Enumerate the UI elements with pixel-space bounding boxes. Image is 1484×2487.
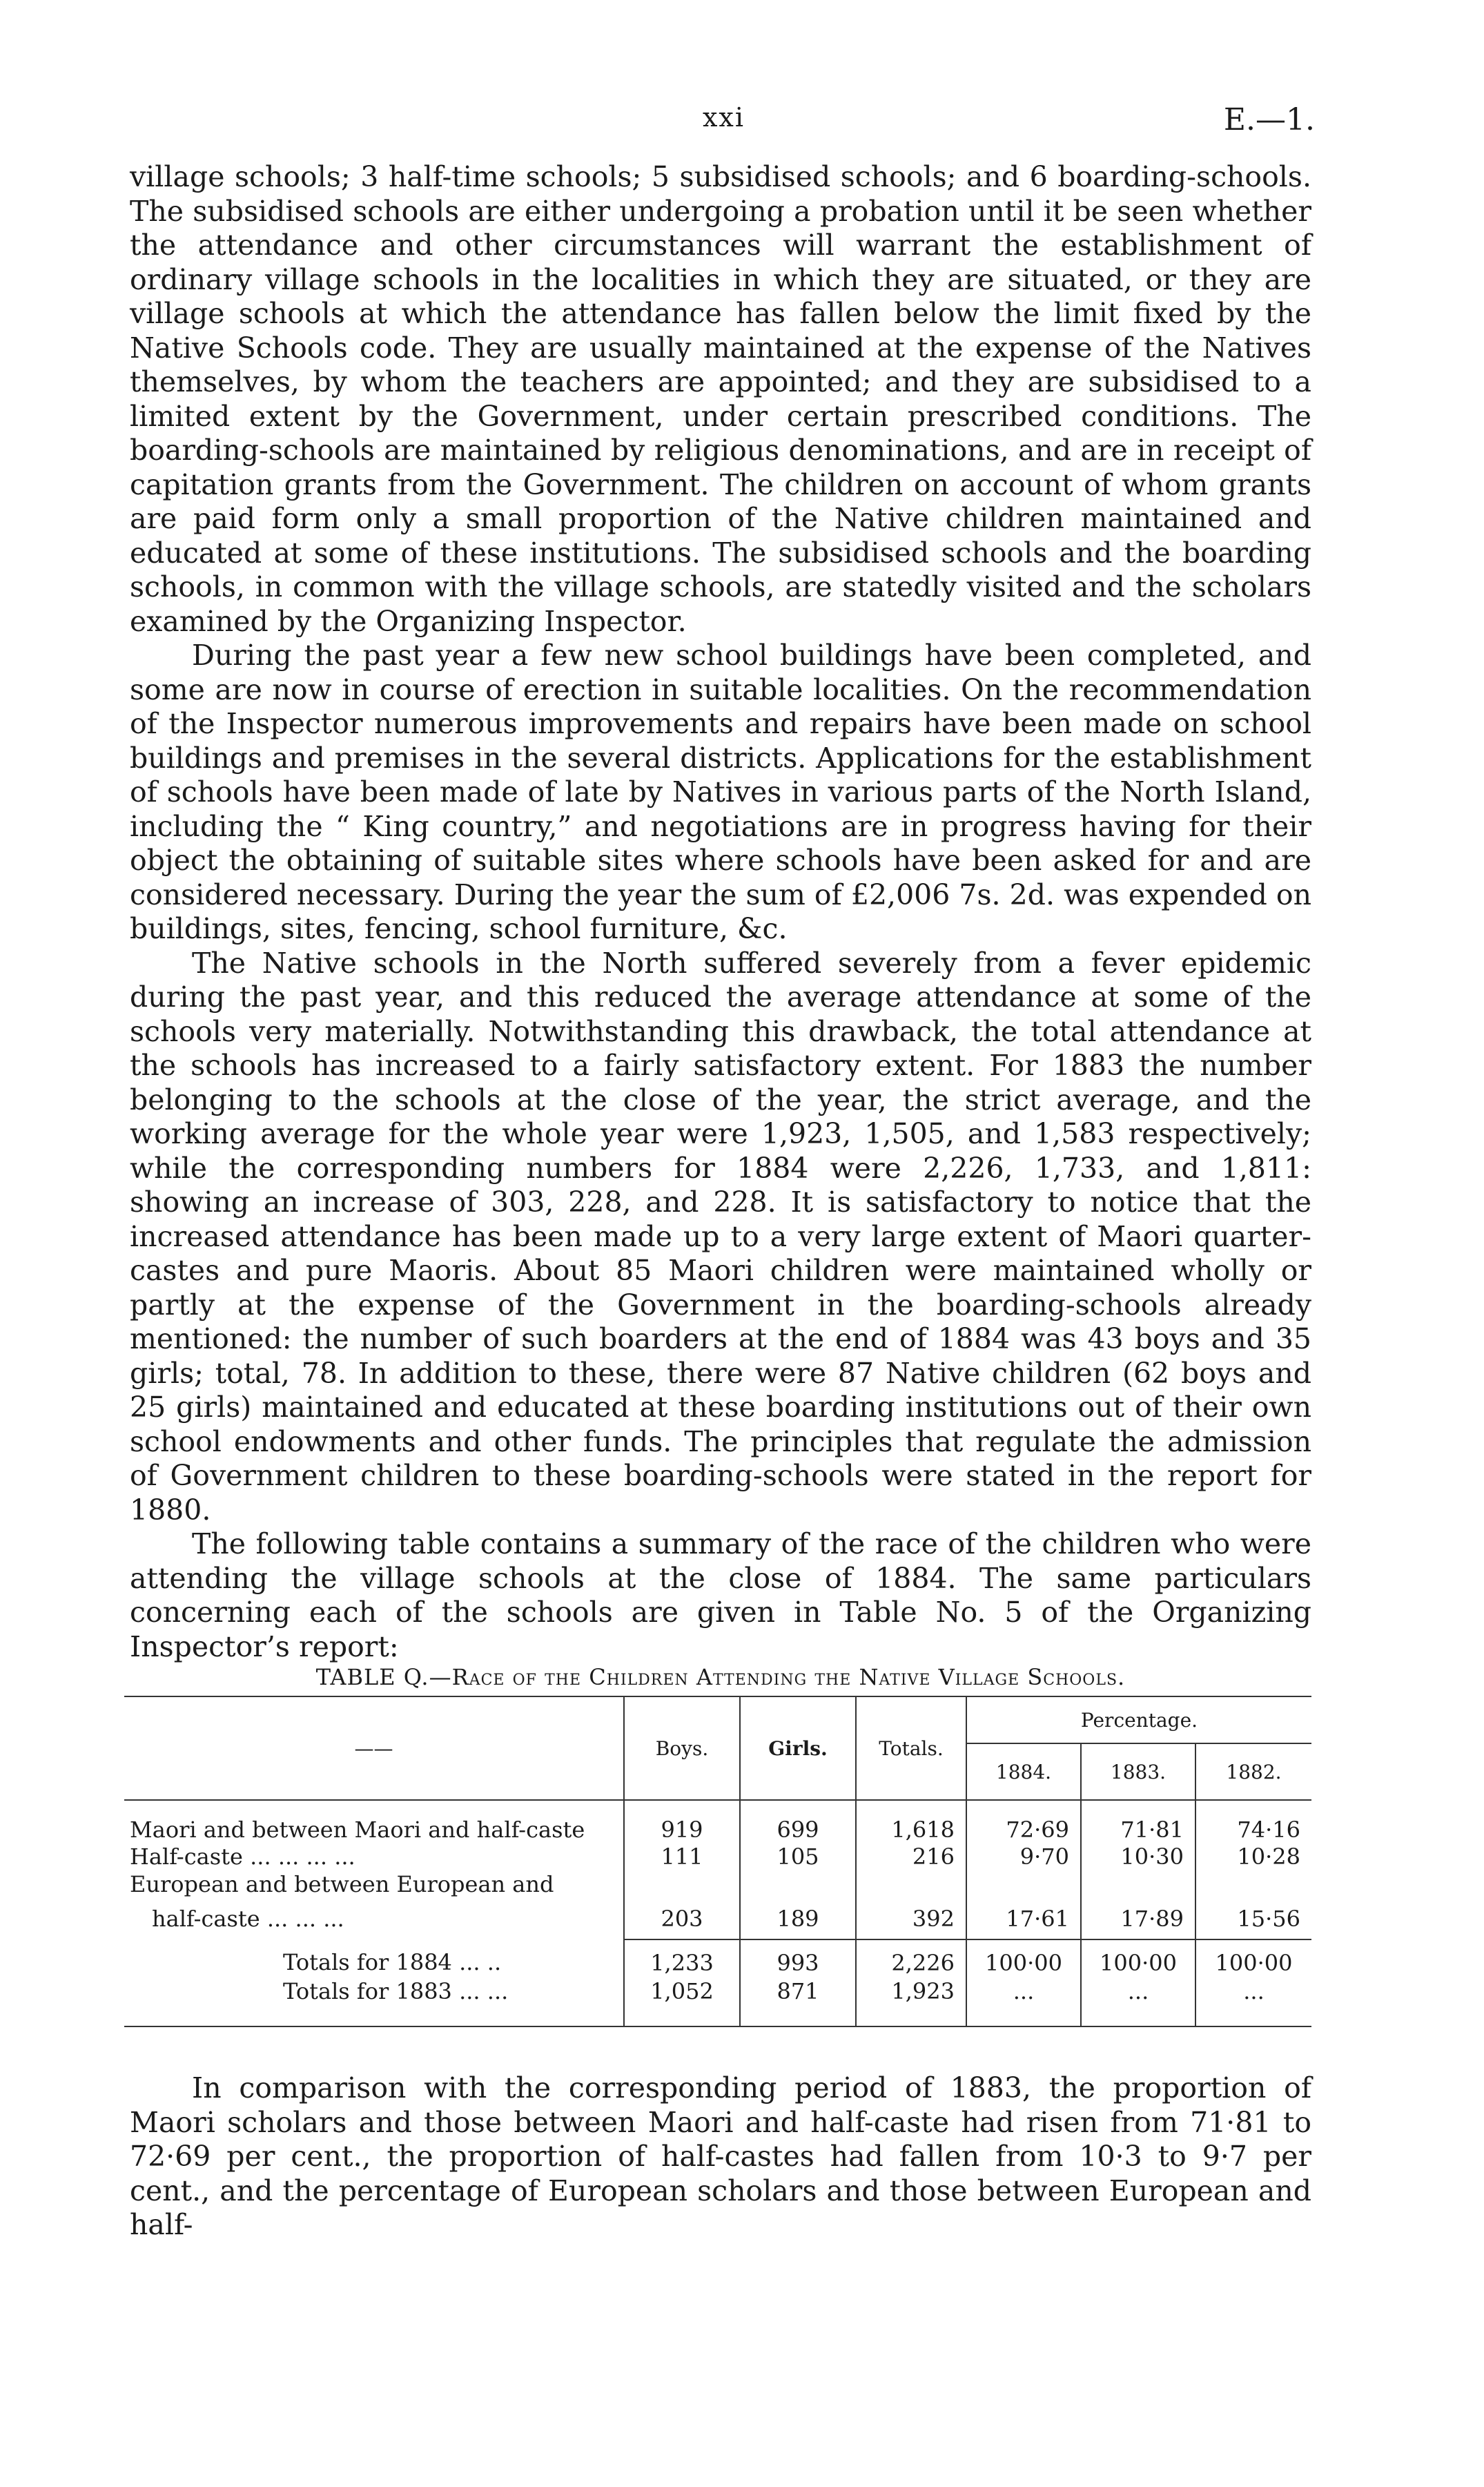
header-boys: Boys. — [624, 1696, 740, 1800]
paragraph-1: village schools; 3 half-time schools; 5 subsidised schools; and 6 boarding-schools. The subsidised schools are either undergoing a probation until it be seen whether the attendance and other circumstances will warrant the establishment of ordinary village schools in the localities in which they are situated, or they are village schools at which the attendance has fallen below the limit fixed by the Native Schools code. They are usually maintained at the expense of the Natives themselves, by whom the teachers are appointed; and they are subsidised to a limited extent by the Government, under certain prescribed conditions. The boarding-schools are maintained by religious denominations, and are in receipt of capitation grants from the Government. The children on account of whom grants are paid form only a small proportion of the Native children maintained and educated at some of these institutions. The subsidised schools and the boarding schools, in common with the village schools, are statedly visited and the scholars examined by the Organizing Inspector. — [130, 160, 1311, 638]
cell-1883: 100·00 — [1081, 1939, 1195, 1978]
cell-1882: ... — [1195, 1978, 1311, 2026]
cell-1883: 17·89 — [1081, 1898, 1195, 1939]
cell-1883: 10·30 — [1081, 1843, 1195, 1870]
cell-1882: 10·28 — [1195, 1843, 1311, 1870]
document-code: E.—1. — [1223, 102, 1315, 137]
table-row — [124, 1800, 1311, 1843]
header-1884: 1884. — [966, 1743, 1081, 1800]
page-header — [0, 102, 1484, 144]
cell-1882: 15·56 — [1195, 1898, 1311, 1939]
cell-1884: 72·69 — [966, 1800, 1081, 1843]
cell-1884: ... — [966, 1978, 1081, 2026]
cell-totals: 1,923 — [856, 1978, 966, 2026]
header-girls: Girls. — [740, 1696, 856, 1800]
row-label: Maori and between Maori and half-caste — [124, 1800, 624, 1843]
closing-text — [130, 2071, 1311, 2243]
cell-1884: 9·70 — [966, 1843, 1081, 1870]
header-totals: Totals. — [856, 1696, 966, 1800]
table-bottom-rule — [124, 2026, 1311, 2029]
cell-1883: 71·81 — [1081, 1800, 1195, 1843]
cell-totals: 1,618 — [856, 1800, 966, 1843]
race-table — [124, 1696, 1311, 2029]
table-header-row — [124, 1696, 1311, 1743]
header-dash: —— — [354, 1736, 393, 1760]
table-caption — [130, 1664, 1311, 1690]
cell-girls: 699 — [740, 1800, 856, 1843]
totals-row — [124, 1939, 1311, 1978]
cell-1883: ... — [1081, 1978, 1195, 2026]
header-1882: 1882. — [1195, 1743, 1311, 1800]
cell-girls: 105 — [740, 1843, 856, 1870]
cell-1884: 17·61 — [966, 1898, 1081, 1939]
totals-label: Totals for 1883 ... ... — [283, 1978, 509, 2004]
cell-1882: 100·00 — [1195, 1939, 1311, 1978]
row-label-continued: half-caste ... ... ... — [152, 1906, 344, 1932]
cell-boys: 111 — [624, 1843, 740, 1870]
paragraph-4: The following table contains a summary of the race of the children who were attending the village schools at the close of 1884. The same particulars concerning each of the schools are given in Table No. 5 of the Organizing Inspector’s report: — [130, 1527, 1311, 1663]
cell-boys: 919 — [624, 1800, 740, 1843]
cell-girls: 993 — [740, 1939, 856, 1978]
page-number: xxi — [703, 102, 745, 133]
table-row — [124, 1870, 1311, 1898]
header-1883: 1883. — [1081, 1743, 1195, 1800]
cell-boys: 1,052 — [624, 1978, 740, 2026]
header-percentage: Percentage. — [966, 1696, 1311, 1743]
paragraph-5: In comparison with the corresponding period of 1883, the proportion of Maori scholars and those between Maori and half-caste had risen from 71·81 to 72·69 per cent., the proportion of half-castes had fallen from 10·3 to 9·7 per cent., and the percentage of European scholars and those between European and half- — [130, 2071, 1311, 2241]
row-label: European and between European and — [130, 1871, 554, 1897]
cell-1882: 74·16 — [1195, 1800, 1311, 1843]
table-row — [124, 1898, 1311, 1939]
totals-row — [124, 1978, 1311, 2026]
cell-boys: 1,233 — [624, 1939, 740, 1978]
cell-1884: 100·00 — [966, 1939, 1081, 1978]
cell-boys: 203 — [624, 1898, 740, 1939]
body-text — [130, 160, 1311, 1664]
table-row — [124, 1843, 1311, 1870]
cell-girls: 871 — [740, 1978, 856, 2026]
paragraph-2: During the past year a few new school buildings have been completed, and some are now in course of erection in suitable localities. On the recommendation of the Inspector numerous improvements and repairs have been made on school buildings and premises in the several districts. Applications for the establishment of schools have been made of late by Natives in various parts of the North Island, including the “ King country,” and negotiations are in progress having for their object the obtaining of suitable sites where schools have been asked for and are considered necessary. During the year the sum of £2,006 7s. 2d. was expended on buildings, sites, fencing, school furniture, &c. — [130, 639, 1311, 945]
cell-totals: 392 — [856, 1898, 966, 1939]
paragraph-3: The Native schools in the North suffered severely from a fever epidemic during the past year, and this reduced the average attendance at some of the schools very materially. Notwithstanding this drawback, the total attendance at the schools has increased to a fairly satisfactory extent. For 1883 the number belonging to the schools at the close of the year, the strict average, and the working average for the whole year were 1,923, 1,505, and 1,583 respectively; while the corresponding numbers for 1884 were 2,226, 1,733, and 1,811: showing an increase of 303, 228, and 228. It is satisfactory to notice that the increased attendance has been made up to a very large extent of Maori quarter-castes and pure Maoris. About 85 Maori children were maintained wholly or partly at the expense of the Government in the boarding-schools already mentioned: the number of such boarders at the end of 1884 was 43 boys and 35 girls; total, 78. In addition to these, there were 87 Native children (62 boys and 25 girls) maintained and educated at these boarding institutions out of their own school endowments and other funds. The principles that regulate the admission of Government children to these boarding-schools were stated in the report for 1880. — [130, 946, 1311, 1527]
table-caption-title: Race of the Children Attending the Native Village Schools. — [451, 1664, 1126, 1690]
totals-label: Totals for 1884 ... .. — [283, 1949, 502, 1975]
row-label: Half-caste ... ... ... ... — [130, 1844, 355, 1870]
cell-girls: 189 — [740, 1898, 856, 1939]
cell-totals: 2,226 — [856, 1939, 966, 1978]
cell-totals: 216 — [856, 1843, 966, 1870]
table-caption-prefix: TABLE Q.— — [315, 1664, 452, 1690]
